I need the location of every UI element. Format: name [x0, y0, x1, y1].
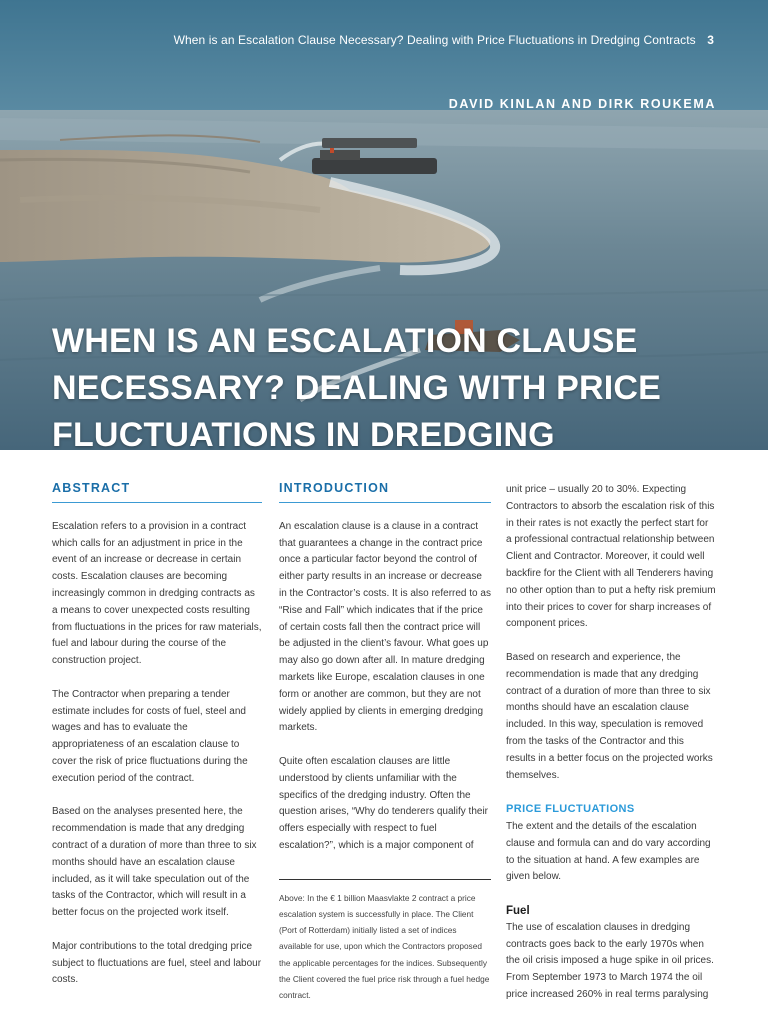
running-title: When is an Escalation Clause Necessary? Dealing with Price Fluctuations in Dredging Contracts [173, 33, 696, 47]
body-paragraph: The use of escalation clauses in dredging contracts goes back to the early 1970s when the oil crisis imposed a huge spike in oil prices. From September 1973 to March 1974 the oil price increased 260% in real terms paralysing [506, 921, 714, 1000]
body-paragraph: The extent and the details of the escalation clause and formula can and do vary according to the situation at hand. A few examples are given below. [506, 820, 711, 883]
title-line: WHEN IS AN ESCALATION CLAUSE [52, 322, 638, 360]
page-number: 3 [707, 33, 714, 47]
photo-caption: Above: In the € 1 billion Maasvlakte 2 contract a price escalation system is successfully in place. The Client (Port of Rotterdam) initially listed a set of indices available for use, upon which the Contractors proposed the applicable percentages for the indices. Subsequently the Client covered the fuel price risk through a fuel hedge contract. [279, 892, 490, 1000]
title-line: FLUCTUATIONS IN DREDGING [52, 416, 555, 450]
authors: DAVID KINLAN AND DIRK ROUKEMA [448, 97, 716, 111]
title-line: NECESSARY? DEALING WITH PRICE [52, 369, 662, 407]
abstract-paragraph: Major contributions to the total dredging price subject to fluctuations are fuel, steel and labour costs. [52, 940, 262, 986]
body-paragraph: Based on research and experience, the recommendation is made that any dredging contract of a duration of more than three to six months should have an escalation clause included. In this way, speculation is removed from the tasks of the Contractor and this results in a better focus on the projected works themselves. [506, 651, 713, 781]
running-header [174, 33, 714, 47]
article-title [52, 318, 752, 450]
introduction-paragraph: Quite often escalation clauses are little understood by clients unfamiliar with the specifics of the dredging industry. Often the question arises, “Why do tenderers qualify their offers especially with respect to fuel escalation?”, which is a major component of [279, 755, 488, 851]
abstract-column [52, 480, 262, 1006]
photo-caption-block [279, 879, 491, 1003]
introduction-column [279, 480, 491, 1020]
abstract-paragraph: Based on the analyses presented here, the recommendation is made that any dredging contract of a duration of more than three to six months should have an escalation clause included, as it will take speculation out of the tasks of the Contractor, which will result in a better focus on the projected work itself. [52, 806, 257, 919]
introduction-paragraph: An escalation clause is a clause in a contract that guarantees a change in the contract price once a particular factor beyond the control of either party results in an increase or decrease in the Contractor’s costs. It is also referred to as “Rise and Fall” which indicates that if the price of certain costs fall then the contract price will be adjusted in the client’s favour. What goes up may also go down after all. In mature dredging markets like Europe, escalation clauses in one form or another are common, but they are not widely applied by clients in emerging dredging markets. [279, 520, 491, 734]
abstract-paragraph: Escalation refers to a provision in a contract which calls for an adjustment in price in the event of an increase or decrease in certain costs. Escalation clauses are becoming increasingly common in dredging contracts as a means to cover unexpected costs resulting from fluctuations in the prices for raw materials, fuel and labour during the course of the construction project. [52, 520, 262, 667]
hero-photo [0, 0, 768, 450]
abstract-paragraph: The Contractor when preparing a tender estimate includes for costs of fuel, steel and wages and has to evaluate the appropriateness of an escalation clause to cover the risk of price fluctuations during the execution period of the contract. [52, 688, 248, 784]
body-column-3 [506, 482, 716, 1021]
abstract-heading: ABSTRACT [52, 480, 262, 503]
fuel-heading: Fuel [506, 904, 530, 917]
body-paragraph: unit price – usually 20 to 30%. Expecting Contractors to absorb the escalation risk of this in their rates is not exactly the perfect start for a professional contractual relationship between Client and Contractor. Moreover, it could well backfire for the Client with all Tenderers having no other option than to put a hefty risk premium into their prices to cover for sharp increases of component prices. [506, 484, 716, 630]
introduction-heading: INTRODUCTION [279, 480, 491, 503]
price-fluctuations-heading: PRICE FLUCTUATIONS [506, 803, 635, 816]
